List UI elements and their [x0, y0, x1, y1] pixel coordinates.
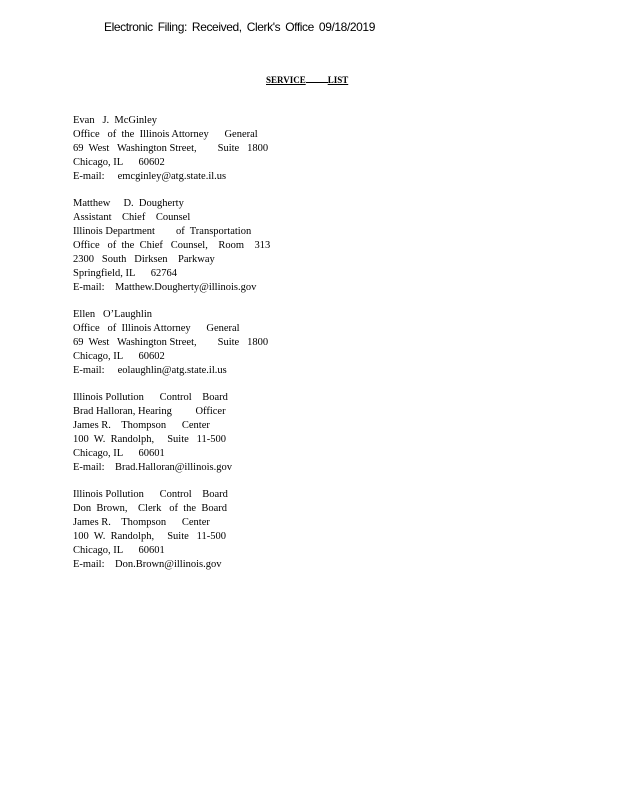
service-entry: [73, 488, 270, 572]
service-entry: [73, 308, 270, 378]
entry-line: 69 West Washington Street, Suite 1800: [73, 337, 269, 348]
title-underline-gap: [306, 74, 328, 83]
entry-line: 100 W. Randolph, Suite 11-500: [73, 531, 227, 542]
entry-line: James R. Thompson Center: [73, 420, 210, 431]
page-title: [266, 74, 348, 85]
entry-line: Office of the Chief Counsel, Room 313: [73, 240, 271, 251]
entry-line: Brad Halloran, Hearing Officer: [73, 406, 226, 417]
title-word-list: LIST: [327, 75, 349, 85]
service-entry: [73, 391, 270, 475]
service-entry: [73, 114, 270, 184]
stamp-part: Clerk's: [246, 20, 281, 34]
entry-line: Illinois Pollution Control Board: [73, 489, 228, 500]
stamp-part: Electronic: [104, 20, 153, 34]
entry-line: 69 West Washington Street, Suite 1800: [73, 143, 269, 154]
entry-line: Springfield, IL 62764: [73, 268, 178, 279]
entry-line: Illinois Department of Transportation: [73, 226, 252, 237]
entry-line: Matthew D. Dougherty: [73, 198, 184, 209]
entry-line: Chicago, IL 60602: [73, 157, 165, 168]
stamp-part: Received,: [191, 20, 242, 34]
stamp-part: 09/18/2019: [318, 20, 375, 34]
entry-line: 2300 South Dirksen Parkway: [73, 254, 215, 265]
entry-email: E-mail: Don.Brown@illinois.gov: [73, 559, 222, 570]
entry-line: Chicago, IL 60602: [73, 351, 165, 362]
entry-line: James R. Thompson Center: [73, 517, 210, 528]
entry-line: Ellen O’Laughlin: [73, 309, 153, 320]
entry-line: Evan J. McGinley: [73, 115, 157, 126]
entry-line: Illinois Pollution Control Board: [73, 392, 228, 403]
entry-line: Office of the Illinois Attorney General: [73, 129, 258, 140]
entry-line: Office of Illinois Attorney General: [73, 323, 240, 334]
entry-email: E-mail: Matthew.Dougherty@illinois.gov: [73, 282, 257, 293]
stamp-part: Filing:: [157, 20, 187, 34]
stamp-part: Office: [285, 20, 314, 34]
entry-line: Chicago, IL 60601: [73, 545, 165, 556]
entry-line: Assistant Chief Counsel: [73, 212, 191, 223]
entry-line: Chicago, IL 60601: [73, 448, 165, 459]
service-entry: [73, 197, 270, 295]
entry-email: E-mail: eolaughlin@atg.state.il.us: [73, 365, 227, 376]
filing-stamp: [104, 20, 380, 34]
entry-line: 100 W. Randolph, Suite 11-500: [73, 434, 227, 445]
service-list: [73, 114, 270, 585]
entry-email: E-mail: Brad.Halloran@illinois.gov: [73, 462, 232, 473]
entry-line: Don Brown, Clerk of the Board: [73, 503, 227, 514]
entry-email: E-mail: emcginley@atg.state.il.us: [73, 171, 227, 182]
title-word-service: SERVICE: [266, 75, 306, 85]
